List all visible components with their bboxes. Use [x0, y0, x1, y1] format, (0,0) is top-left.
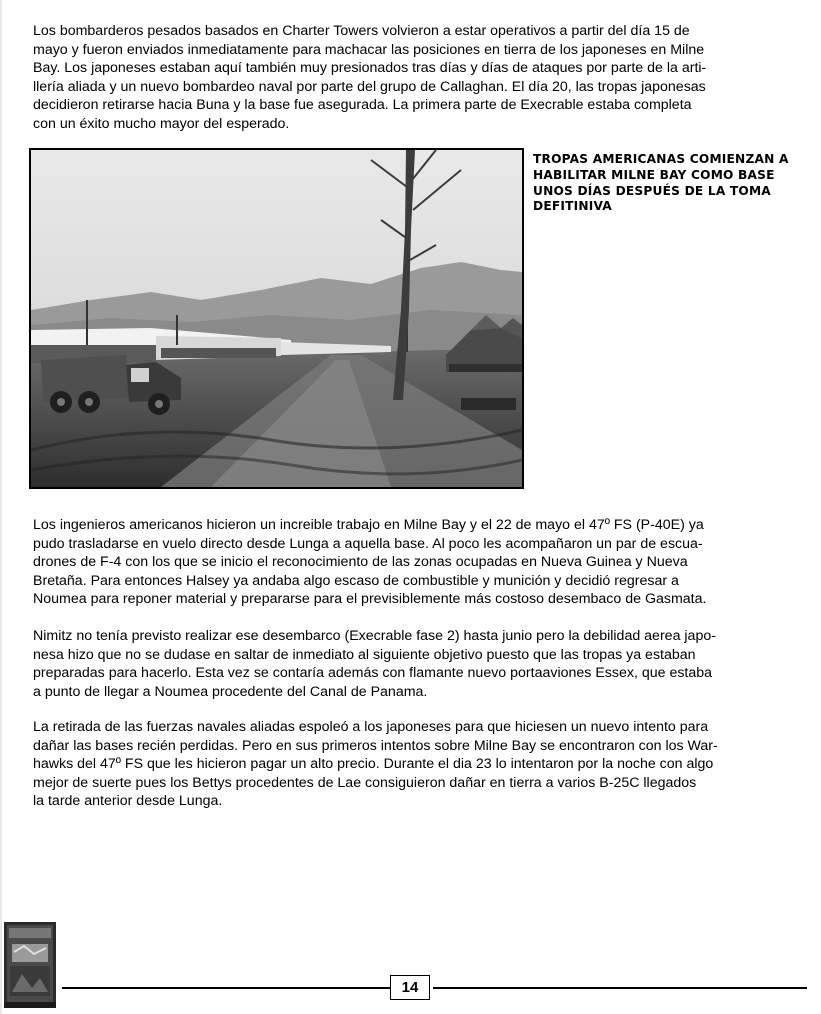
- text-line: Bay. Los japoneses estaban aquí también muy presionados tras días y días de ataques por parte de la arti-: [33, 60, 707, 77]
- text-line: nesa hizo que no se dudase en saltar de inmediato al siguiente objetivo puesto que las tropas ya estaban: [33, 646, 696, 663]
- text-line: a punto de llegar a Noumea procedente del Canal de Panama.: [33, 683, 428, 700]
- text-line: llería aliada y un nuevo bombardeo naval por parte del grupo de Callaghan. El día 20, las tropas japonesas: [33, 78, 706, 95]
- text-line: HABILITAR MILNE BAY COMO BASE: [533, 167, 775, 182]
- text-line: con un éxito mucho mayor del esperado.: [33, 115, 290, 132]
- page-number: 14: [390, 975, 430, 1000]
- page-left-edge: [0, 0, 2, 1014]
- text-line: DEFITINIVA: [533, 199, 612, 214]
- paragraph-1: [33, 22, 793, 134]
- paragraph-2: [33, 516, 793, 609]
- text-line: Bretaña. Para entonces Halsey ya andaba algo escaso de combustible y munición y decidió regresar a: [33, 572, 679, 589]
- text-line: mejor de suerte pues los Bettys procedentes de Lae consiguieron dañar en tierra a varios B-25C llegados: [33, 774, 697, 791]
- text-line: decidieron retirarse hacia Buna y la base fue asegurada. La primera parte de Execrable estaba completa: [33, 97, 692, 114]
- text-line: UNOS DÍAS DESPUÉS DE LA TOMA: [533, 183, 771, 198]
- footer-rule-left: [62, 987, 390, 989]
- paragraph-4: [33, 718, 793, 811]
- text-line: preparadas para hacerlo. Esta vez se contaría además con flamante nuevo portaaviones Essex, que estaba: [33, 665, 713, 682]
- text-line: pudo trasladarse en vuelo directo desde Lunga a aquella base. Al poco les acompañaron un par de escua-: [33, 535, 703, 552]
- milne-bay-base-photo-icon: [29, 148, 524, 489]
- footer-rule-right: [433, 987, 807, 989]
- text-line: dañar las bases recién perdidas. Pero en sus primeros intentos sobre Milne Bay se encontraron con los War-: [33, 737, 718, 754]
- text-line: Nimitz no tenía previsto realizar ese desembarco (Execrable fase 2) hasta junio pero la debilidad aerea japo-: [33, 628, 716, 644]
- text-line: la tarde anterior desde Lunga.: [33, 793, 223, 810]
- text-line: Noumea para reponer material y prepararse para el previsiblemente más costoso desembaco de Gasmata.: [33, 591, 707, 608]
- text-line: mayo y fueron enviados inmediatamente para machacar las posiciones en tierra de los japoneses en Milne: [33, 41, 705, 58]
- text-line: Los ingenieros americanos hicieron un increible trabajo en Milne Bay y el 22 de mayo el 47º FS (P-40E) ya: [33, 517, 704, 533]
- text-line: Los bombarderos pesados basados en Charter Towers volvieron a estar operativos a partir del día 15 de: [33, 23, 690, 39]
- text-line: La retirada de las fuerzas navales aliadas espoleó a los japoneses para que hiciesen un nuevo intento para: [33, 719, 709, 735]
- text-line: drones de F-4 con los que se inicio el reconocimiento de las zonas ocupadas en Nueva Guinea y Nueva: [33, 554, 688, 571]
- war-in-the-pacific-box-icon: [4, 922, 56, 1008]
- text-line: TROPAS AMERICANAS COMIENZAN A: [533, 152, 789, 166]
- text-line: hawks del 47º FS que les hicieron pagar un alto precio. Durante el dia 23 lo intentaron por la noche con algo: [33, 756, 714, 773]
- photo-caption: [533, 152, 803, 215]
- paragraph-3: [33, 627, 793, 701]
